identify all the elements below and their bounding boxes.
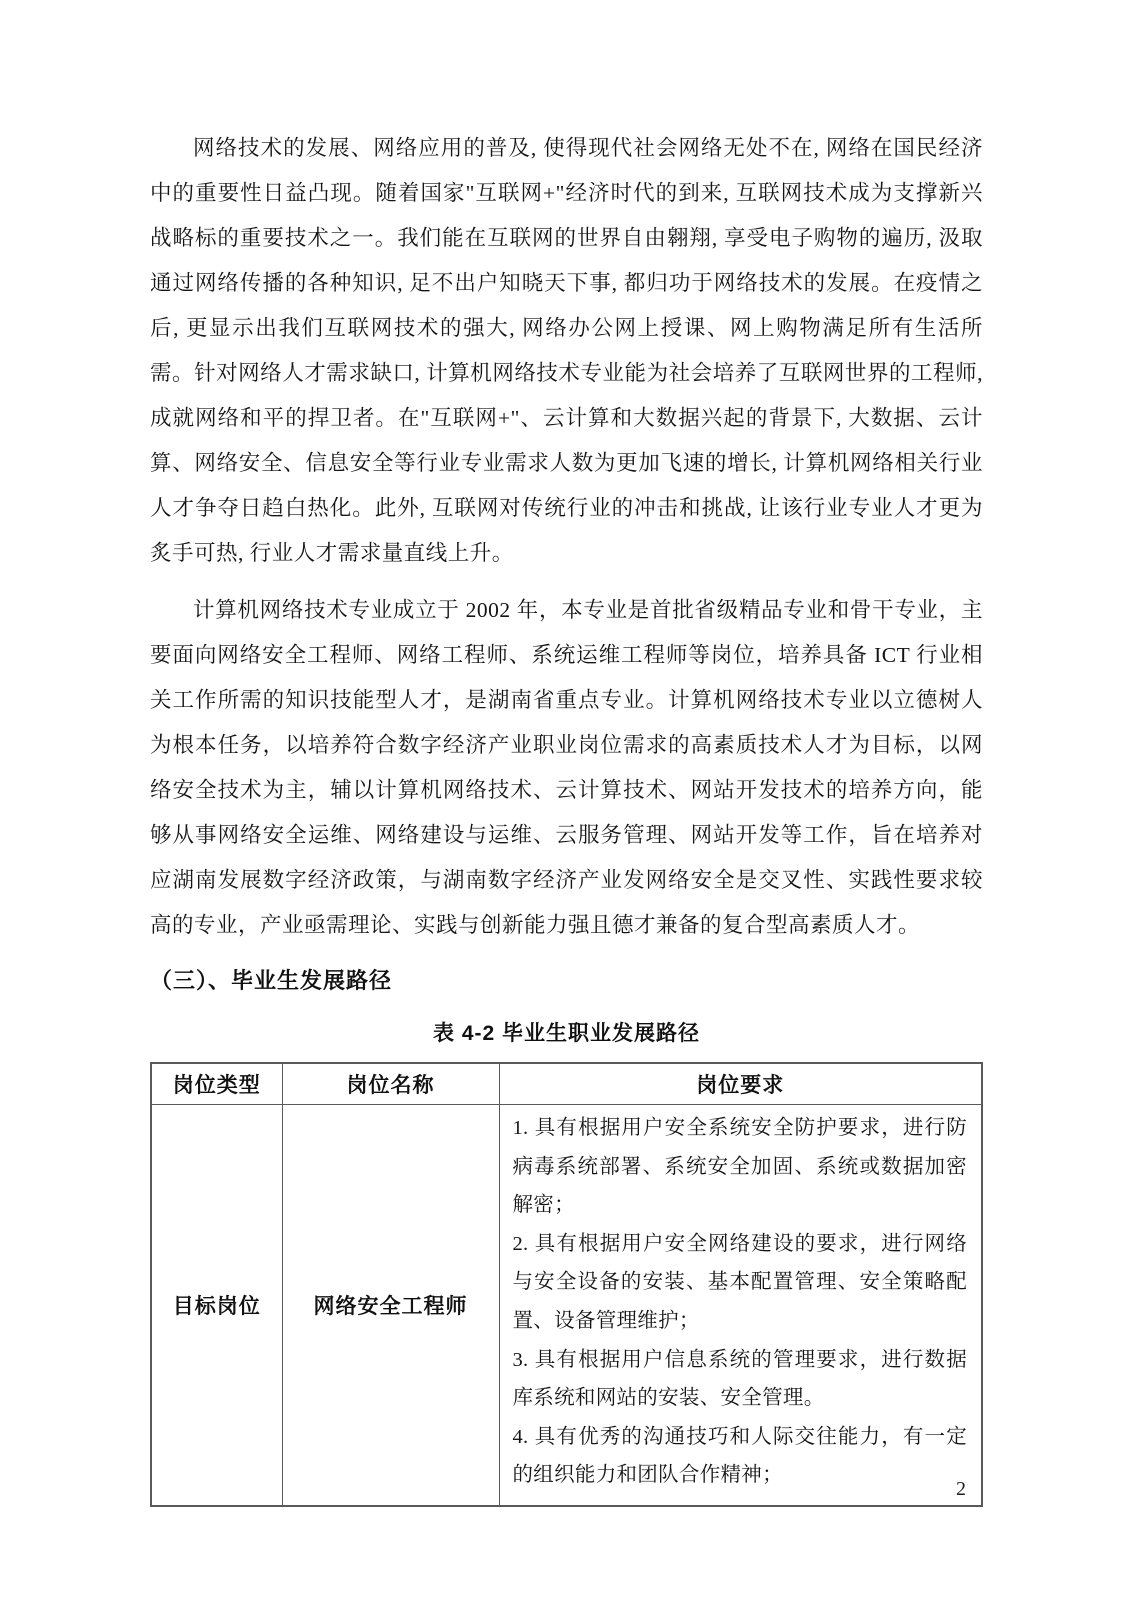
section-heading-graduate-path: （三）、毕业生发展路径 (150, 968, 393, 993)
post-type-cell: 目标岗位 (151, 1105, 282, 1506)
page-content (150, 126, 983, 1507)
column-header-post-name: 岗位名称 (282, 1063, 499, 1105)
page-number: 2 (956, 1478, 966, 1500)
requirement-item-3: 3. 具有根据用户信息系统的管理要求，进行数据库系统和网站的安装、安全管理。 (512, 1348, 967, 1410)
column-header-post-requirements: 岗位要求 (499, 1063, 982, 1105)
table-header-row (151, 1063, 982, 1105)
paragraph-program-introduction: 计算机网络技术专业成立于 2002 年，本专业是首批省级精品专业和骨干专业，主要面向网络安全工程师、网络工程师、系统运维工程师等岗位，培养具备 ICT 行业相关工作所需的知识技能型人才，是湖南省重点专业。计算机网络技术专业以立德树人为根本任务，以培养符合数字经济产业职业岗位需求的高素质技术人才为目标，以网络安全技术为主，辅以计算机网络技术、云计算技术、网站开发技术的培养方向，能够从事网络安全运维、网络建设与运维、云服务管理、网站开发等工作，旨在培养对应湖南发展数字经济政策，与湖南数字经济产业发网络安全是交叉性、实践性要求较高的专业，产业亟需理论、实践与创新能力强且德才兼备的复合型高素质人才。 (150, 598, 983, 937)
post-requirements-cell (499, 1105, 982, 1506)
column-header-post-type: 岗位类型 (151, 1063, 282, 1105)
post-name-cell: 网络安全工程师 (282, 1105, 499, 1506)
requirement-item-4: 4. 具有优秀的沟通技巧和人际交往能力，有一定的组织能力和团队合作精神； (512, 1425, 967, 1487)
requirement-item-2: 2. 具有根据用户安全网络建设的要求，进行网络与安全设备的安装、基本配置管理、安全策略配置、设备管理维护； (512, 1232, 967, 1332)
table-row (151, 1105, 982, 1506)
career-path-table (150, 1062, 983, 1507)
paragraph-network-development: 网络技术的发展、网络应用的普及, 使得现代社会网络无处不在, 网络在国民经济中的重要性日益凸现。随着国家"互联网+"经济时代的到来, 互联网技术成为支撑新兴战略标的重要技术之一。我们能在互联网的世界自由翱翔, 享受电子购物的遍历, 汲取通过网络传播的各种知识, 足不出户知晓天下事, 都归功于网络技术的发展。在疫情之后, 更显示出我们互联网技术的强大, 网络办公网上授课、网上购物满足所有生活所需。针对网络人才需求缺口, 计算机网络技术专业能为社会培养了互联网世界的工程师, 成就网络和平的捍卫者。在"互联网+"、云计算和大数据兴起的背景下, 大数据、云计算、网络安全、信息安全等行业专业需求人数为更加飞速的增长, 计算机网络相关行业人才争夺日趋白热化。此外, 互联网对传统行业的冲击和挑战, 让该行业专业人才更为炙手可热, 行业人才需求量直线上升。 (150, 136, 983, 565)
table-caption: 表 4-2 毕业生职业发展路径 (432, 1022, 701, 1045)
requirement-item-1: 1. 具有根据用户安全系统安全防护要求，进行防病毒系统部署、系统安全加固、系统或数据加密解密； (512, 1117, 967, 1217)
